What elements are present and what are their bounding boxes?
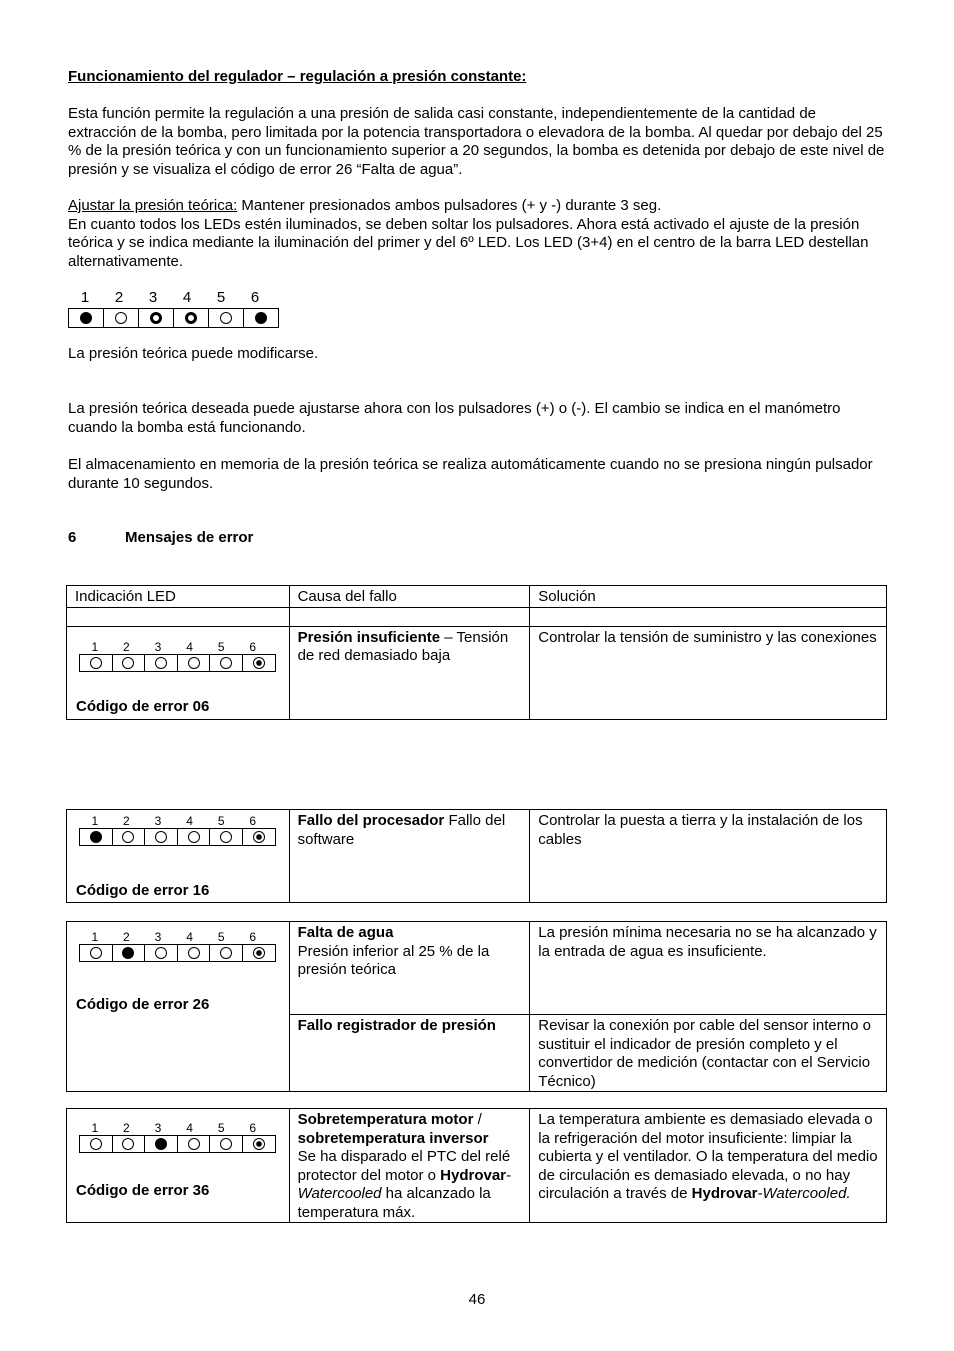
led-cell-6 [244, 309, 278, 327]
led-off-icon [115, 312, 127, 324]
led-cell-4 [178, 655, 211, 671]
cause-title: Fallo del procesador [297, 812, 445, 829]
solution-brand-suffix: -Watercooled. [757, 1185, 851, 1202]
led-number-3: 3 [154, 930, 162, 944]
cause-end: ha alcanzado la temperatura máx. [297, 1185, 491, 1221]
led-cell-5 [210, 1136, 243, 1152]
led-bar [79, 640, 276, 672]
led-off-icon [155, 947, 167, 959]
led-number-2: 2 [123, 930, 130, 944]
led-cell-2 [113, 1136, 146, 1152]
led-cell [67, 626, 290, 719]
led-cell-2 [113, 655, 146, 671]
led-cell-5 [210, 829, 243, 845]
led-numbers [79, 640, 276, 654]
chapter-title: Mensajes de error [125, 529, 254, 546]
led-flash-icon [185, 312, 197, 324]
cause-text: Presión inferior al 25 % de la presión teórica [297, 942, 490, 978]
error-code: Código de error 16 [76, 881, 210, 899]
cause-text: Fallo del software [297, 812, 506, 848]
led-on-icon [90, 831, 102, 843]
led-number-1: 1 [91, 814, 99, 828]
led-cells [79, 654, 276, 672]
led-number-1: 1 [80, 289, 90, 306]
led-off-icon [220, 1138, 232, 1150]
led-cell-3 [145, 829, 178, 845]
led-number-4: 4 [186, 1121, 193, 1135]
led-cell-1 [69, 309, 104, 327]
error-code: Código de error 26 [76, 996, 210, 1013]
led-number-1: 1 [91, 1121, 99, 1135]
header-solution: Solución [530, 586, 887, 608]
led-off-icon [122, 657, 134, 669]
led-cells [79, 1135, 276, 1153]
led-number-4: 4 [182, 289, 192, 306]
led-numbers [68, 288, 279, 308]
led-cell-2 [113, 945, 146, 961]
header-led: Indicación LED [67, 586, 290, 608]
led-cell-5 [209, 309, 244, 327]
led-off-icon [122, 1138, 134, 1150]
led-cell-4 [174, 309, 209, 327]
intro-paragraph: Esta función permite la regulación a una presión de salida casi constante, independientemente de la cantidad de extracción de la bomba, pero limitada por la potencia transportadora o elevadora de la bomba. Al quedar por debajo del 25 % de la presión teórica y con un funcionamiento superior a 20 segundos, la bomba es detenida por debajo de este nivel de presión y se visualiza el código de error 26 “Falta de agua”. [68, 105, 885, 178]
cause-title: Sobretemperatura motor [297, 1111, 474, 1128]
led-bar [79, 1121, 276, 1153]
led-bar [79, 930, 276, 962]
led-cell-4 [178, 829, 211, 845]
led-cell-1 [80, 829, 113, 845]
brand-suffix: -Watercooled [297, 1166, 511, 1202]
cause-text: – Tensión de red demasiado baja [297, 628, 509, 664]
led-off-icon [155, 831, 167, 843]
page-number: 46 [468, 1291, 486, 1308]
led-off-icon [90, 657, 102, 669]
cause2-title: Fallo registrador de presión [297, 1017, 496, 1034]
led-off-icon [155, 657, 167, 669]
led-cell [67, 1109, 290, 1223]
cause-separator: / [473, 1111, 482, 1128]
led-cell-6 [243, 945, 275, 961]
cause-cell [289, 810, 530, 903]
led-number-4: 4 [186, 930, 193, 944]
adjust-text: Mantener presionados ambos pulsadores (+ y -) durante 3 seg. [237, 197, 662, 214]
adjust-details: En cuanto todos los LEDs estén iluminados, se deben soltar los pulsadores. Ahora está activado el ajuste de la presión teórica y se indica mediante la iluminación del primer y del 6º LED. Los LED (3+4) en el centro de la barra LED destellan alternativamente. [68, 215, 869, 270]
modifiable-text: La presión teórica puede modificarse. [68, 345, 319, 362]
error-table-16 [66, 809, 887, 903]
led-cell-5 [210, 655, 243, 671]
section-title: Funcionamiento del regulador – regulación a presión constante: [68, 68, 527, 85]
led-on-icon [122, 947, 134, 959]
led-number-2: 2 [114, 289, 124, 306]
led-number-6: 6 [250, 289, 260, 306]
led-number-5: 5 [217, 814, 225, 828]
led-off-icon [220, 947, 232, 959]
storage-text: El almacenamiento en memoria de la presión teórica se realiza automáticamente cuando no se presiona ningún pulsador durante 10 segundos. [68, 456, 873, 492]
error-table-06 [66, 585, 887, 720]
cause-text: Se ha disparado el PTC del relé protector del motor o [297, 1148, 511, 1184]
led-number-5: 5 [216, 289, 226, 306]
led-numbers [79, 930, 276, 944]
solution-brand: Hydrovar [691, 1185, 758, 1202]
led-blink-icon [253, 657, 265, 669]
led-numbers [79, 1121, 276, 1135]
led-cell [67, 810, 290, 903]
adjust-led-bar [68, 288, 279, 328]
led-number-6: 6 [249, 930, 257, 944]
cause-cell [289, 626, 530, 719]
led-number-6: 6 [249, 814, 257, 828]
solution-cell: Controlar la puesta a tierra y la instalación de los cables [530, 810, 887, 903]
solution-cell: Controlar la tensión de suministro y las conexiones [530, 626, 887, 719]
led-off-icon [188, 657, 200, 669]
led-number-4: 4 [186, 639, 193, 654]
led-cell-3 [145, 945, 178, 961]
led-off-icon [90, 947, 102, 959]
led-cell-4 [178, 945, 211, 961]
led-number-5: 5 [217, 1121, 225, 1135]
led-cells [79, 944, 276, 962]
led-off-icon [220, 831, 232, 843]
led-off-icon [220, 657, 232, 669]
led-cells [79, 828, 276, 846]
led-on-icon [80, 312, 92, 324]
brand-name: Hydrovar [440, 1166, 506, 1184]
led-cell-4 [178, 1136, 211, 1152]
led-cell-6 [243, 1136, 275, 1152]
led-number-6: 6 [249, 639, 257, 654]
led-off-icon [122, 831, 134, 843]
led-cell-1 [80, 945, 113, 961]
led-number-3: 3 [154, 639, 162, 654]
cause-title-2: sobretemperatura inversor [297, 1129, 489, 1147]
led-cell-5 [210, 945, 243, 961]
led-off-icon [188, 947, 200, 959]
led-number-1: 1 [91, 639, 99, 654]
led-cell-3 [145, 655, 178, 671]
led-blink-icon [253, 831, 265, 843]
led-off-icon [90, 1138, 102, 1150]
led-bar [79, 814, 276, 846]
led-on-icon [155, 1138, 167, 1150]
led-flash-icon [150, 312, 162, 324]
adjust-paragraph [68, 197, 888, 271]
led-off-icon [188, 1138, 200, 1150]
led-cell-2 [113, 829, 146, 845]
led-cell-6 [243, 829, 275, 845]
led-off-icon [220, 312, 232, 324]
cause-title: Falta de agua [297, 924, 394, 941]
led-number-2: 2 [123, 639, 130, 654]
led-cells [68, 308, 279, 328]
error-table-36 [66, 1108, 887, 1223]
led-numbers [79, 814, 276, 828]
led-on-icon [255, 312, 267, 324]
adjust-pushbuttons-text: La presión teórica deseada puede ajustarse ahora con los pulsadores (+) o (-). El cambio se indica en el manómetro cuando la bomba está funcionando. [68, 400, 841, 436]
cause-cell [289, 1109, 530, 1223]
chapter-number: 6 [68, 529, 77, 546]
cause-cell [289, 922, 530, 1015]
led-number-1: 1 [91, 930, 99, 944]
led-blink-icon [253, 947, 265, 959]
led-blink-icon [253, 1138, 265, 1150]
led-off-icon [188, 831, 200, 843]
led-cell [67, 922, 290, 1092]
adjust-label: Ajustar la presión teórica: [68, 197, 238, 214]
led-number-6: 6 [249, 1121, 257, 1135]
led-number-4: 4 [186, 814, 193, 828]
error-code: Código de error 06 [76, 698, 210, 715]
cause-title: Presión insuficiente [297, 628, 441, 646]
led-cell-1 [80, 655, 113, 671]
led-number-3: 3 [148, 289, 158, 306]
led-number-3: 3 [154, 814, 162, 828]
error-code: Código de error 36 [76, 1182, 210, 1199]
led-number-3: 3 [154, 1121, 162, 1135]
led-number-5: 5 [217, 639, 225, 654]
led-cell-2 [104, 309, 139, 327]
cause2-cell [289, 1015, 530, 1092]
led-cell-1 [80, 1136, 113, 1152]
solution-cell: La presión mínima necesaria no se ha alcanzado y la entrada de agua es insuficiente. [530, 922, 887, 1015]
solution-text: La temperatura ambiente es demasiado elevada o la refrigeración del motor insuficiente: limpiar la cubierta y el ventilador. O la temperatura del medio de circulación es demasiado elevada, o no hay circulación a través de [538, 1111, 878, 1202]
header-cause: Causa del fallo [289, 586, 530, 608]
led-cell-6 [243, 655, 275, 671]
led-number-2: 2 [123, 814, 130, 828]
led-number-5: 5 [217, 930, 225, 944]
solution2-cell: Revisar la conexión por cable del sensor interno o sustituir el indicador de presión completo y el convertidor de medición (contactar con el Servicio Técnico) [530, 1015, 887, 1092]
solution-cell [530, 1109, 887, 1223]
led-cell-3 [145, 1136, 178, 1152]
error-table-26 [66, 921, 887, 1092]
led-cell-3 [139, 309, 174, 327]
led-number-2: 2 [123, 1121, 130, 1135]
